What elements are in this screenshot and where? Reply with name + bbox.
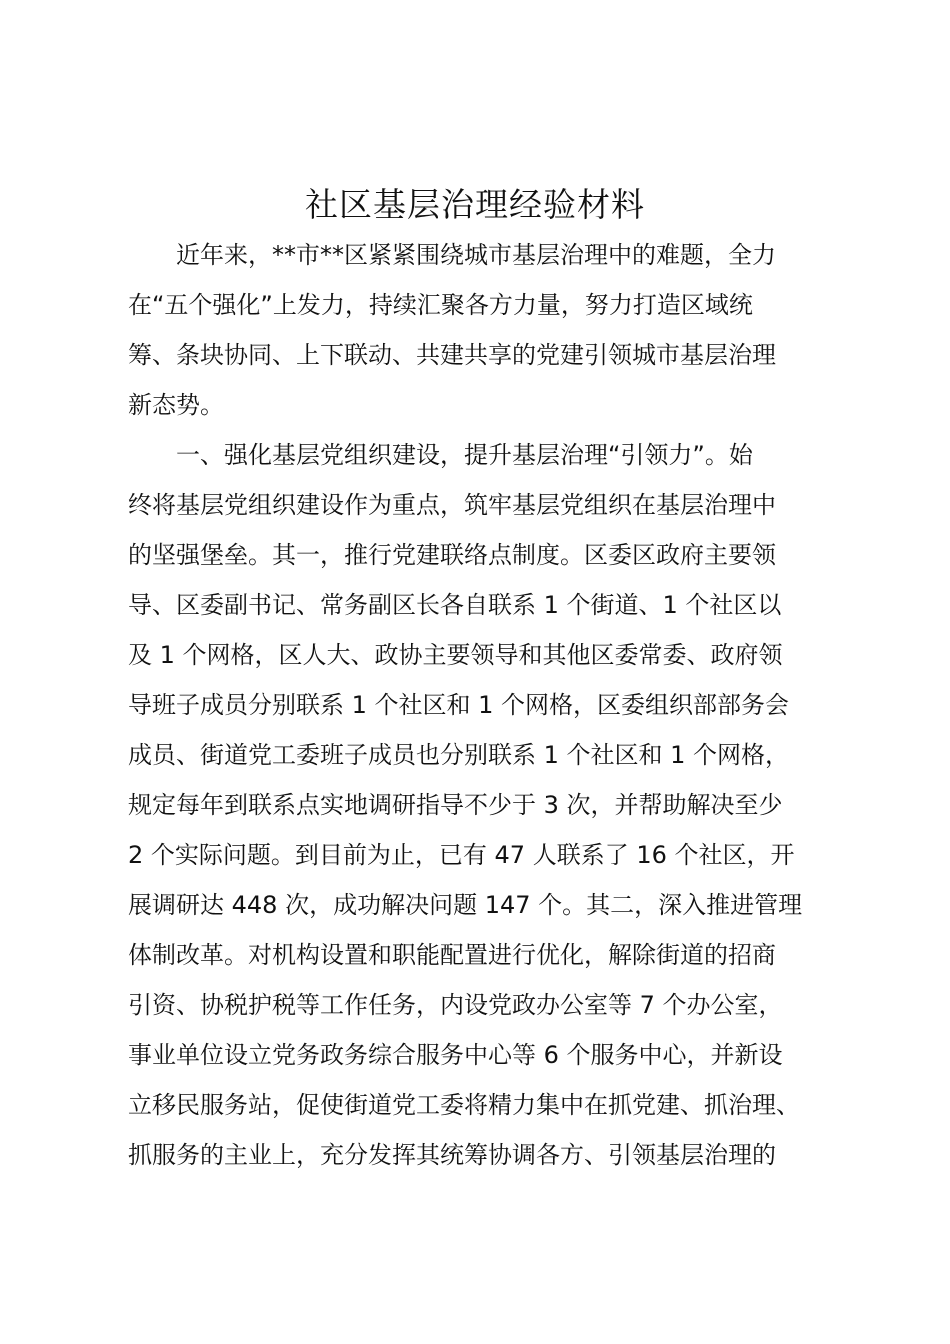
- paragraph-line: 在“五个强化”上发力，持续汇聚各方力量，努力打造区域统: [128, 291, 753, 319]
- paragraph-line: 终将基层党组织建设作为重点，筑牢基层党组织在基层治理中: [128, 491, 776, 519]
- paragraph-line: 的坚强堡垒。其一，推行党建联络点制度。区委区政府主要领: [128, 541, 776, 569]
- paragraph-line: 立移民服务站，促使街道党工委将精力集中在抓党建、抓治理、: [128, 1091, 800, 1119]
- paragraph-line: 引资、协税护税等工作任务，内设党政办公室等 7 个办公室，: [128, 991, 783, 1019]
- paragraph-line: 抓服务的主业上，充分发挥其统筹协调各方、引领基层治理的: [128, 1141, 776, 1169]
- paragraph-line: 展调研达 448 次，成功解决问题 147 个。其二，深入推进管理: [128, 891, 803, 919]
- paragraph-line: 体制改革。对机构设置和职能配置进行优化，解除街道的招商: [128, 941, 776, 969]
- paragraph-line: 新态势。: [128, 391, 224, 419]
- paragraph-line: 规定每年到联系点实地调研指导不少于 3 次，并帮助解决至少: [128, 791, 783, 819]
- paragraph-line: 近年来，**市**区紧紧围绕城市基层治理中的难题，全力: [176, 241, 776, 269]
- paragraph-line: 导、区委副书记、常务副区长各自联系 1 个街道、1 个社区以: [128, 591, 782, 619]
- paragraph-line: 及 1 个网格，区人大、政协主要领导和其他区委常委、政府领: [128, 641, 783, 669]
- paragraph-line: 筹、条块协同、上下联动、共建共享的党建引领城市基层治理: [128, 341, 776, 369]
- paragraph-line: 成员、街道党工委班子成员也分别联系 1 个社区和 1 个网格，: [128, 741, 790, 769]
- document-title: 社区基层治理经验材料: [305, 185, 645, 224]
- paragraph-line: 一、强化基层党组织建设，提升基层治理“引领力”。始: [176, 441, 753, 469]
- paragraph-line: 导班子成员分别联系 1 个社区和 1 个网格，区委组织部部务会: [128, 691, 790, 719]
- paragraph-line: 2 个实际问题。到目前为止，已有 47 人联系了 16 个社区，开: [128, 841, 795, 869]
- paragraph-line: 事业单位设立党务政务综合服务中心等 6 个服务中心，并新设: [128, 1041, 783, 1069]
